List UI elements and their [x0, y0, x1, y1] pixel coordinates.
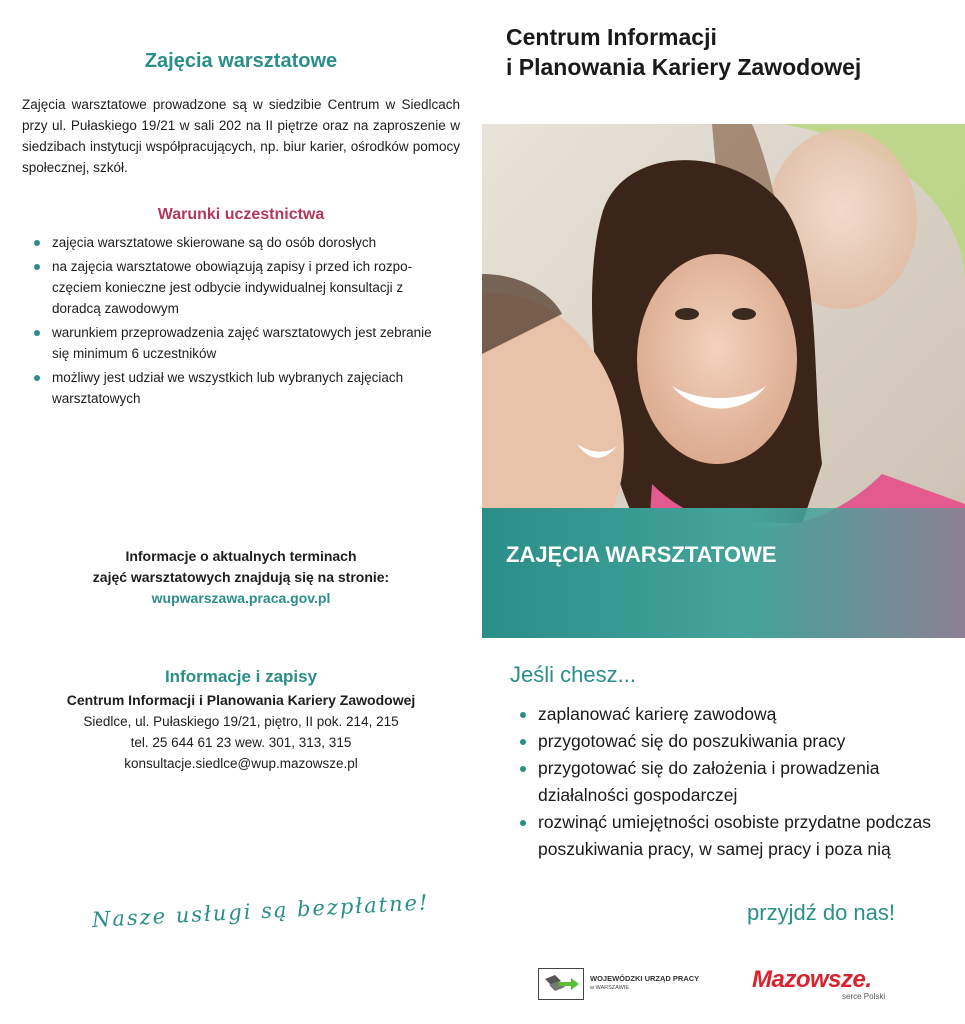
- condition-item: możliwy jest udział we wszystkich lub wybranych zajęciach warsztatowych: [30, 367, 450, 409]
- condition-item: warunkiem przeprowadzenia zajęć warsztatowych jest zebranie się minimum 6 uczestników: [30, 322, 450, 364]
- mazowsze-wordmark: Mazowsze.: [752, 966, 872, 993]
- free-services-slogan: Nasze usługi są bezpłatne!: [91, 890, 430, 932]
- workshops-intro: Zajęcia warsztatowe prowadzone są w siedzibie Centrum w Siedlcach przy ul. Pułaskiego 19/21 w sali 202 na II piętrze oraz na zaproszenie w siedzibach instytucji współpracujących, np. biur karier, ośrodków pomocy społecznej, szkół.: [22, 97, 460, 175]
- condition-item: na zajęcia warsztatowe obowiązują zapisy i przed ich rozpo-częciem konieczne jest odbycie indywidualnej konsultacji z doradcą zawodowym: [30, 256, 450, 319]
- conditions-list: [30, 232, 450, 412]
- contact-organization: Centrum Informacji i Planowania Kariery Zawodowej: [66, 692, 416, 708]
- wup-logo: [538, 968, 698, 1000]
- mazowsze-tagline: serce Polski: [842, 992, 886, 1001]
- contact-email[interactable]: konsultacje.siedlce@wup.mazowsze.pl: [124, 756, 358, 771]
- goal-item: zaplanować karierę zawodową: [518, 701, 938, 728]
- left-panel: [0, 0, 482, 1024]
- goal-item: przygotować się do założenia i prowadzenia działalności gospodarczej: [518, 755, 938, 809]
- wup-name: WOJEWÓDZKI URZĄD PRACY: [590, 974, 700, 983]
- condition-item: zajęcia warsztatowe skierowane są do osób dorosłych: [30, 232, 450, 253]
- schedule-info: [0, 546, 482, 609]
- contact-phone: tel. 25 644 61 23 wew. 301, 313, 315: [130, 735, 352, 750]
- contact-block: [0, 666, 482, 774]
- center-title-line: Centrum Informacji: [506, 24, 717, 50]
- photo-label: ZAJĘCIA WARSZTATOWE: [506, 542, 777, 567]
- if-you-heading: Jeśli chesz...: [510, 662, 636, 687]
- contact-address: Siedlce, ul. Pułaskiego 19/21, piętro, II pok. 214, 215: [83, 714, 399, 729]
- center-title-line: i Planowania Kariery Zawodowej: [506, 54, 862, 80]
- workshops-title: Zajęcia warsztatowe: [144, 50, 338, 72]
- wup-subtitle: w WARSZAWIE: [590, 985, 630, 991]
- contact-title: Informacje i zapisy: [164, 667, 318, 686]
- wup-emblem-icon: [538, 968, 584, 1000]
- come-to-us: przyjdź do nas!: [747, 900, 895, 925]
- schedule-info-line: Informacje o aktualnych terminach: [125, 548, 357, 564]
- photo-title-band: [482, 508, 965, 638]
- conditions-title: Warunki uczestnictwa: [157, 206, 325, 223]
- center-title: [506, 22, 861, 82]
- goals-list: [518, 701, 938, 863]
- schedule-info-line: zajęć warsztatowych znajdują się na stronie:: [92, 569, 390, 585]
- goal-item: przygotować się do poszukiwania pracy: [518, 728, 938, 755]
- mazowsze-logo: [752, 966, 912, 1000]
- right-panel: [482, 0, 965, 1024]
- website-link[interactable]: wupwarszawa.praca.gov.pl: [151, 590, 331, 606]
- goal-item: rozwinąć umiejętności osobiste przydatne podczas poszukiwania pracy, w samej pracy i poza nią: [518, 809, 938, 863]
- cover-photo: [482, 124, 965, 638]
